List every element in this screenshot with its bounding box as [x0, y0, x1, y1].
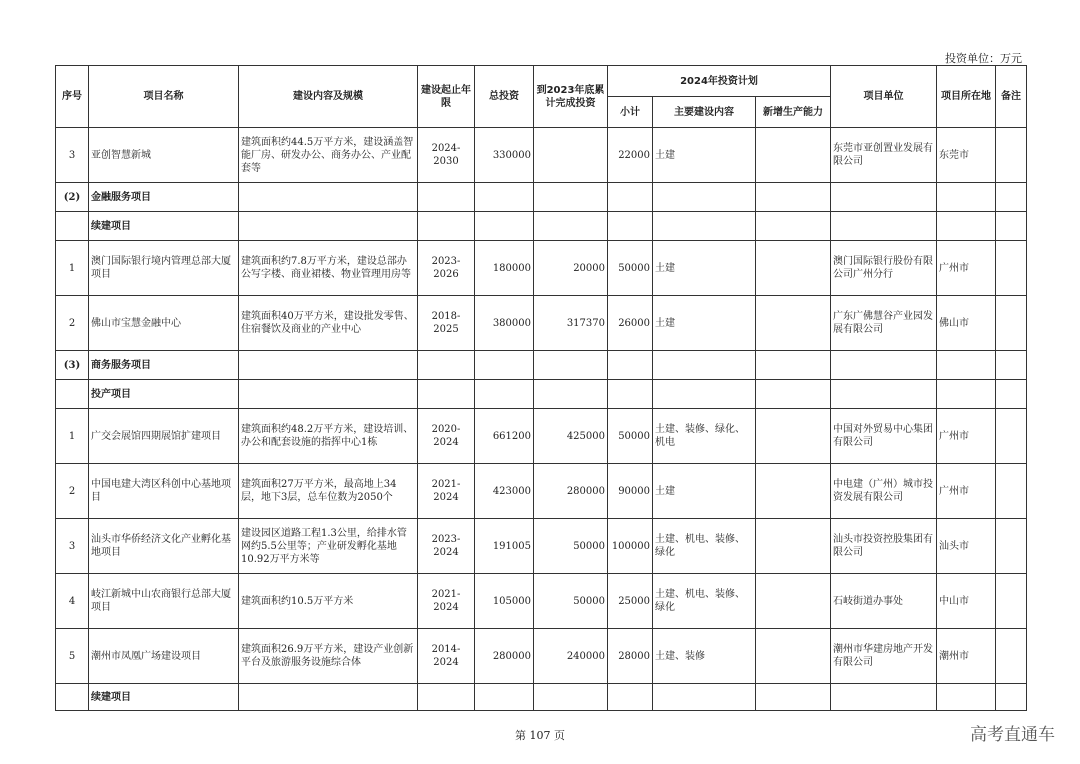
cell-done: 50000: [534, 574, 608, 629]
page-number: 第 107 页: [515, 729, 565, 742]
cell-period: 2021-2024: [418, 464, 475, 519]
cell-subtotal: 50000: [608, 409, 653, 464]
cell-name: 澳门国际银行境内管理总部大厦项目: [89, 241, 239, 296]
cell-main: 土建: [653, 128, 756, 183]
cell-total: 661200: [475, 409, 534, 464]
table-row: [56, 629, 1027, 684]
cell-name: 潮州市凤凰广场建设项目: [89, 629, 239, 684]
cell-unit: 潮州市华建房地产开发有限公司: [831, 629, 937, 684]
cell-location: 佛山市: [937, 296, 996, 351]
cell-content: 建筑面积27万平方米，最高地上34层，地下3层，总车位数为2050个: [239, 464, 418, 519]
header-unit: 项目单位: [831, 66, 937, 128]
cell-location: 汕头市: [937, 519, 996, 574]
section-name: 商务服务项目: [89, 351, 239, 380]
cell-unit: 石岐街道办事处: [831, 574, 937, 629]
section-row: [56, 183, 1027, 212]
cell-period: 2024-2030: [418, 128, 475, 183]
cell-total: 280000: [475, 629, 534, 684]
section-row: [56, 351, 1027, 380]
cell-capacity: [756, 519, 831, 574]
section-no: (3): [56, 351, 89, 380]
cell-location: 中山市: [937, 574, 996, 629]
cell-no: 1: [56, 409, 89, 464]
cell-done: 317370: [534, 296, 608, 351]
cell-location: 广州市: [937, 464, 996, 519]
header-name: 项目名称: [89, 66, 239, 128]
cell-location: 广州市: [937, 241, 996, 296]
cell-content: 建筑面积40万平方米，建设批发零售、住宿餐饮及商业的产业中心: [239, 296, 418, 351]
cell-subtotal: 28000: [608, 629, 653, 684]
cell-done: 20000: [534, 241, 608, 296]
cell-capacity: [756, 409, 831, 464]
cell-period: 2023-2026: [418, 241, 475, 296]
cell-done: [534, 128, 608, 183]
cell-capacity: [756, 574, 831, 629]
cell-no: 2: [56, 296, 89, 351]
cell-no: 2: [56, 464, 89, 519]
cell-capacity: [756, 241, 831, 296]
cell-name: 佛山市宝慧金融中心: [89, 296, 239, 351]
cell-subtotal: 22000: [608, 128, 653, 183]
cell-total: 105000: [475, 574, 534, 629]
cell-content: 建筑面积26.9万平方米，建设产业创新平台及旅游服务设施综合体: [239, 629, 418, 684]
subsection-name: 续建项目: [89, 684, 239, 711]
table-row: [56, 409, 1027, 464]
cell-main: 土建: [653, 296, 756, 351]
investment-table: [55, 65, 1027, 711]
cell-location: 潮州市: [937, 629, 996, 684]
cell-period: 2021-2024: [418, 574, 475, 629]
cell-period: 2018-2025: [418, 296, 475, 351]
cell-content: 建筑面积约10.5万平方米: [239, 574, 418, 629]
header-content: 建设内容及规模: [239, 66, 418, 128]
header-plan: 2024年投资计划: [608, 66, 831, 97]
cell-content: 建设园区道路工程1.3公里，给排水管网约5.5公里等；产业研发孵化基地10.92万平方米等: [239, 519, 418, 574]
cell-unit: 中电建（广州）城市投资发展有限公司: [831, 464, 937, 519]
cell-note: [996, 629, 1027, 684]
cell-content: 建筑面积约48.2万平方米，建设培训、办公和配套设施的指挥中心1栋: [239, 409, 418, 464]
subsection-row: [56, 212, 1027, 241]
cell-capacity: [756, 629, 831, 684]
cell-note: [996, 241, 1027, 296]
cell-main: 土建: [653, 464, 756, 519]
cell-subtotal: 26000: [608, 296, 653, 351]
cell-period: 2014-2024: [418, 629, 475, 684]
cell-main: 土建、机电、装修、绿化: [653, 519, 756, 574]
header-subtotal: 小计: [608, 97, 653, 128]
cell-no: 3: [56, 128, 89, 183]
cell-main: 土建、装修: [653, 629, 756, 684]
cell-period: 2020-2024: [418, 409, 475, 464]
cell-name: 广交会展馆四期展馆扩建项目: [89, 409, 239, 464]
cell-total: 380000: [475, 296, 534, 351]
cell-content: 建筑面积约44.5万平方米，建设涵盖智能厂房、研发办公、商务办公、产业配套等: [239, 128, 418, 183]
cell-note: [996, 519, 1027, 574]
cell-note: [996, 464, 1027, 519]
subsection-row: [56, 380, 1027, 409]
section-name: 金融服务项目: [89, 183, 239, 212]
subsection-name: 投产项目: [89, 380, 239, 409]
cell-note: [996, 409, 1027, 464]
cell-done: 425000: [534, 409, 608, 464]
cell-no: 1: [56, 241, 89, 296]
cell-unit: 中国对外贸易中心集团有限公司: [831, 409, 937, 464]
cell-done: 50000: [534, 519, 608, 574]
cell-name: 岐江新城中山农商银行总部大厦项目: [89, 574, 239, 629]
cell-unit: 汕头市投资控股集团有限公司: [831, 519, 937, 574]
cell-capacity: [756, 296, 831, 351]
cell-name: 亚创智慧新城: [89, 128, 239, 183]
cell-unit: 澳门国际银行股份有限公司广州分行: [831, 241, 937, 296]
cell-no: 5: [56, 629, 89, 684]
table-row: [56, 296, 1027, 351]
cell-done: 240000: [534, 629, 608, 684]
header-period: 建设起止年限: [418, 66, 475, 128]
header-note: 备注: [996, 66, 1027, 128]
table-row: [56, 519, 1027, 574]
header-no: 序号: [56, 66, 89, 128]
cell-location: 东莞市: [937, 128, 996, 183]
cell-no: 4: [56, 574, 89, 629]
cell-unit: 广东广佛慧谷产业园发展有限公司: [831, 296, 937, 351]
cell-name: 中国电建大湾区科创中心基地项目: [89, 464, 239, 519]
cell-subtotal: 50000: [608, 241, 653, 296]
cell-total: 330000: [475, 128, 534, 183]
header-main-content: 主要建设内容: [653, 97, 756, 128]
cell-content: 建筑面积约7.8万平方米，建设总部办公写字楼、商业裙楼、物业管理用房等: [239, 241, 418, 296]
cell-subtotal: 90000: [608, 464, 653, 519]
cell-unit: 东莞市亚创置业发展有限公司: [831, 128, 937, 183]
cell-note: [996, 128, 1027, 183]
table-row: [56, 574, 1027, 629]
cell-no: 3: [56, 519, 89, 574]
header-done: 到2023年底累计完成投资: [534, 66, 608, 128]
table-row: [56, 241, 1027, 296]
cell-subtotal: 100000: [608, 519, 653, 574]
cell-capacity: [756, 464, 831, 519]
cell-capacity: [756, 128, 831, 183]
header-total: 总投资: [475, 66, 534, 128]
cell-main: 土建、装修、绿化、机电: [653, 409, 756, 464]
cell-name: 汕头市华侨经济文化产业孵化基地项目: [89, 519, 239, 574]
cell-location: 广州市: [937, 409, 996, 464]
cell-note: [996, 574, 1027, 629]
cell-note: [996, 296, 1027, 351]
watermark: 高考直通车: [970, 725, 1055, 745]
header-capacity: 新增生产能力: [756, 97, 831, 128]
investment-unit-label: 投资单位：万元: [945, 52, 1022, 65]
cell-subtotal: 25000: [608, 574, 653, 629]
table-row: [56, 464, 1027, 519]
cell-total: 191005: [475, 519, 534, 574]
cell-main: 土建: [653, 241, 756, 296]
table-row: [56, 128, 1027, 183]
header-location: 项目所在地: [937, 66, 996, 128]
cell-main: 土建、机电、装修、绿化: [653, 574, 756, 629]
section-no: (2): [56, 183, 89, 212]
cell-done: 280000: [534, 464, 608, 519]
subsection-name: 续建项目: [89, 212, 239, 241]
cell-period: 2023-2024: [418, 519, 475, 574]
subsection-row: [56, 684, 1027, 711]
cell-total: 423000: [475, 464, 534, 519]
cell-total: 180000: [475, 241, 534, 296]
